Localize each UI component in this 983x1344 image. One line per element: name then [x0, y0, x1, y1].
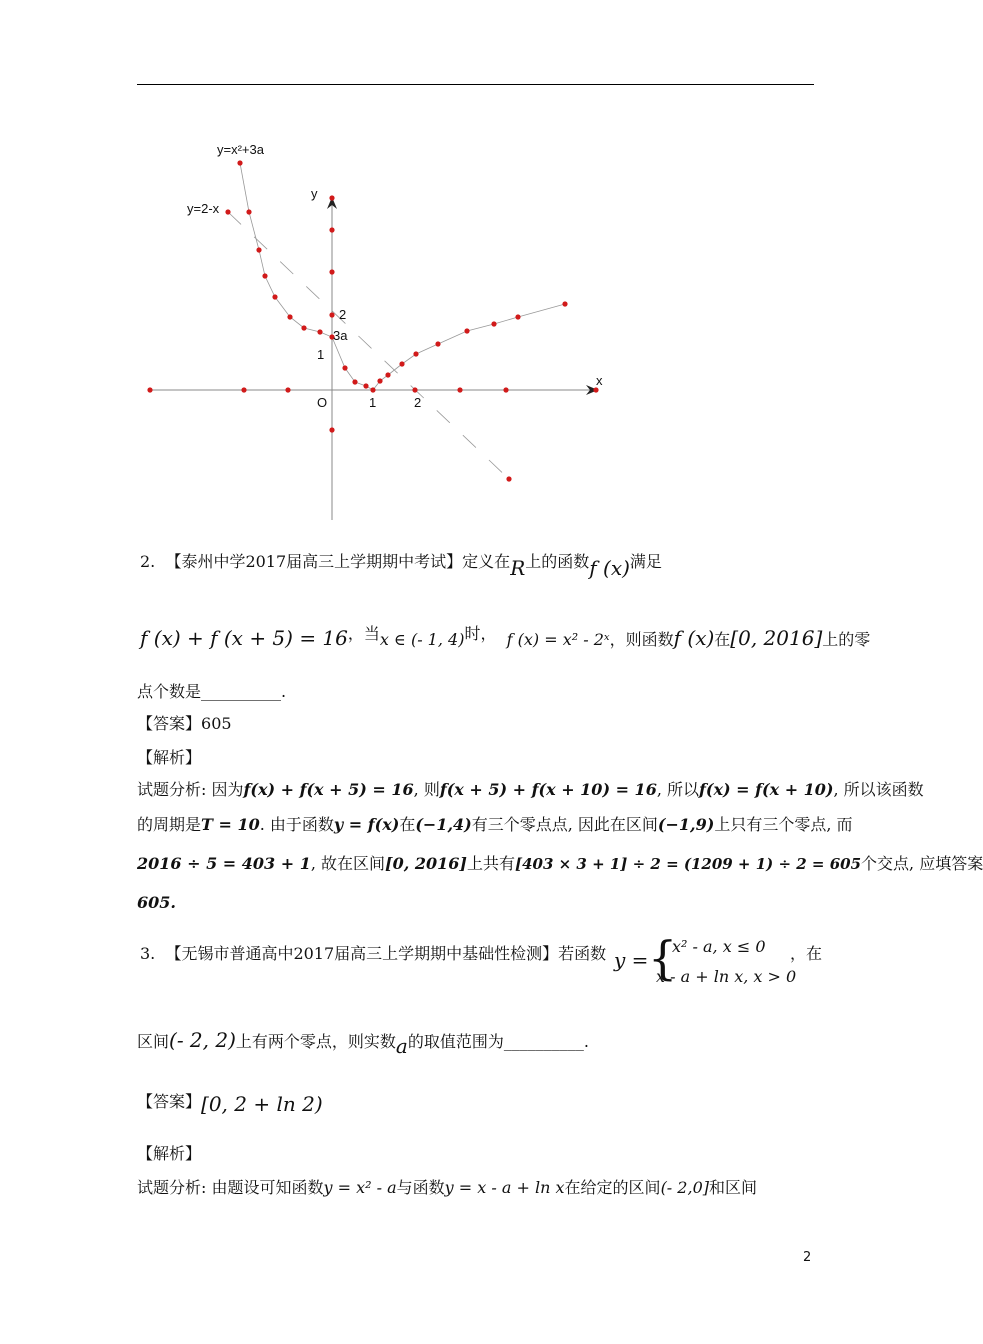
point — [399, 361, 404, 366]
function-graph — [140, 135, 620, 525]
q2-answer-line — [137, 714, 232, 734]
q3-line1: 3. 【无锡市普通高中2017届高三上学期期中基础性检测】若函数 — [140, 944, 607, 963]
q3-analysis-label: 【解析】 — [137, 1144, 202, 1163]
line-y-2-x — [228, 212, 510, 480]
point — [285, 387, 290, 392]
header-rule — [137, 84, 814, 85]
point — [385, 372, 390, 377]
q2-sol-line4: 605. — [137, 893, 176, 912]
label-line: y=2-x — [187, 201, 220, 216]
point — [506, 476, 511, 481]
point — [370, 387, 375, 392]
q2-R: R — [510, 556, 526, 580]
point — [272, 294, 277, 299]
parabola-curve — [240, 163, 565, 390]
point — [342, 365, 347, 370]
q3-case1: x² - a, x ≤ 0 — [672, 937, 766, 956]
label-curve: y=x²+3a — [217, 142, 264, 157]
label-tick-x1: 1 — [369, 395, 377, 410]
q3-sol-line1: 试题分析: 由题设可知函数y = x² - a与函数y = x - a + ln x在给定的区间(- 2,0]和区间 — [137, 1178, 757, 1197]
point — [593, 387, 598, 392]
q3-line2: 区间(- 2, 2)上有两个零点，则实数a的取值范围为__________. — [137, 1028, 589, 1058]
point — [515, 314, 520, 319]
point — [329, 312, 334, 317]
q2-fx: f (x) — [589, 556, 630, 580]
point — [435, 341, 440, 346]
q3-y-eq: y = — [614, 948, 649, 972]
q2-line1: 2. 【泰州中学2017届高三上学期期中考试】定义在R上的函数f (x)满足 — [140, 552, 662, 580]
point — [413, 351, 418, 356]
label-x-axis: x — [596, 373, 603, 388]
page-number: 2 — [803, 1250, 812, 1265]
point — [237, 160, 242, 165]
point — [301, 325, 306, 330]
q2-sol-line2: 的周期是T = 10. 由于函数y = f(x)在(−1,4)有三个零点点, 因此在区间(−1,9)上只有三个零点, 而 — [137, 815, 853, 834]
label-3a: 3a — [333, 328, 348, 343]
point — [246, 209, 251, 214]
q2-eq2: f (x) = x² - 2ˣ — [506, 630, 610, 649]
point — [317, 329, 322, 334]
point — [329, 195, 334, 200]
point — [147, 387, 152, 392]
point — [287, 314, 292, 319]
q3-interval: (- 2, 2) — [169, 1028, 236, 1052]
q3-brace: { — [648, 931, 678, 985]
point — [377, 378, 382, 383]
point — [363, 383, 368, 388]
point — [225, 209, 230, 214]
label-tick-x2: 2 — [414, 395, 422, 410]
q2-sol-line1: 试题分析: 因为f(x) + f(x + 5) = 16, 则f(x + 5) + f(x + 10) = 16, 所以f(x) = f(x + 10), 所以该函数 — [137, 780, 924, 799]
point — [503, 387, 508, 392]
q3-number: 3. — [140, 944, 156, 963]
q2-source: 【泰州中学2017届高三上学期期中考试】 — [165, 552, 463, 571]
point — [241, 387, 246, 392]
point — [329, 269, 334, 274]
point — [329, 427, 334, 432]
q3-answer-label: 【答案】 — [137, 1092, 202, 1111]
point — [491, 321, 496, 326]
label-y-axis: y — [311, 186, 318, 201]
label-origin: O — [317, 395, 328, 410]
q2-line2: f (x) + f (x + 5) = 16，当x ∈ (- 1, 4)时， f (x) = x² - 2ˣ，则函数f (x)在[0, 2016]上的零 — [140, 624, 871, 650]
q2-answer-label: 【答案】 — [137, 714, 202, 733]
q2-interval: [0, 2016] — [730, 626, 823, 650]
label-tick-y2: 2 — [339, 307, 347, 322]
q2-line3: 点个数是__________. — [137, 682, 287, 701]
point — [329, 227, 334, 232]
q3-answer: [0, 2 + ln 2) — [201, 1092, 323, 1116]
point — [262, 273, 267, 278]
point — [352, 379, 357, 384]
point — [457, 387, 462, 392]
q3-answer-line — [137, 1090, 323, 1116]
q2-sol-line3: 2016 ÷ 5 = 403 + 1, 故在区间[0, 2016]上共有[403 × 3 + 1] ÷ 2 = (1209 + 1) ÷ 2 = 605个交点, 应填答案 — [137, 854, 983, 873]
point — [464, 328, 469, 333]
q2-number: 2. — [140, 552, 156, 571]
q2-eq1: f (x) + f (x + 5) = 16 — [140, 626, 348, 650]
point — [256, 247, 261, 252]
label-tick-y1: 1 — [317, 347, 325, 362]
q3-source: 【无锡市普通高中2017届高三上学期期中基础性检测】 — [165, 944, 559, 963]
q2-analysis-label: 【解析】 — [137, 748, 202, 767]
point — [562, 301, 567, 306]
q2-answer: 605 — [201, 714, 232, 733]
point — [412, 387, 417, 392]
q2-cond: x ∈ (- 1, 4) — [379, 630, 465, 649]
q3-case2: x - a + ln x, x > 0 — [656, 967, 797, 986]
